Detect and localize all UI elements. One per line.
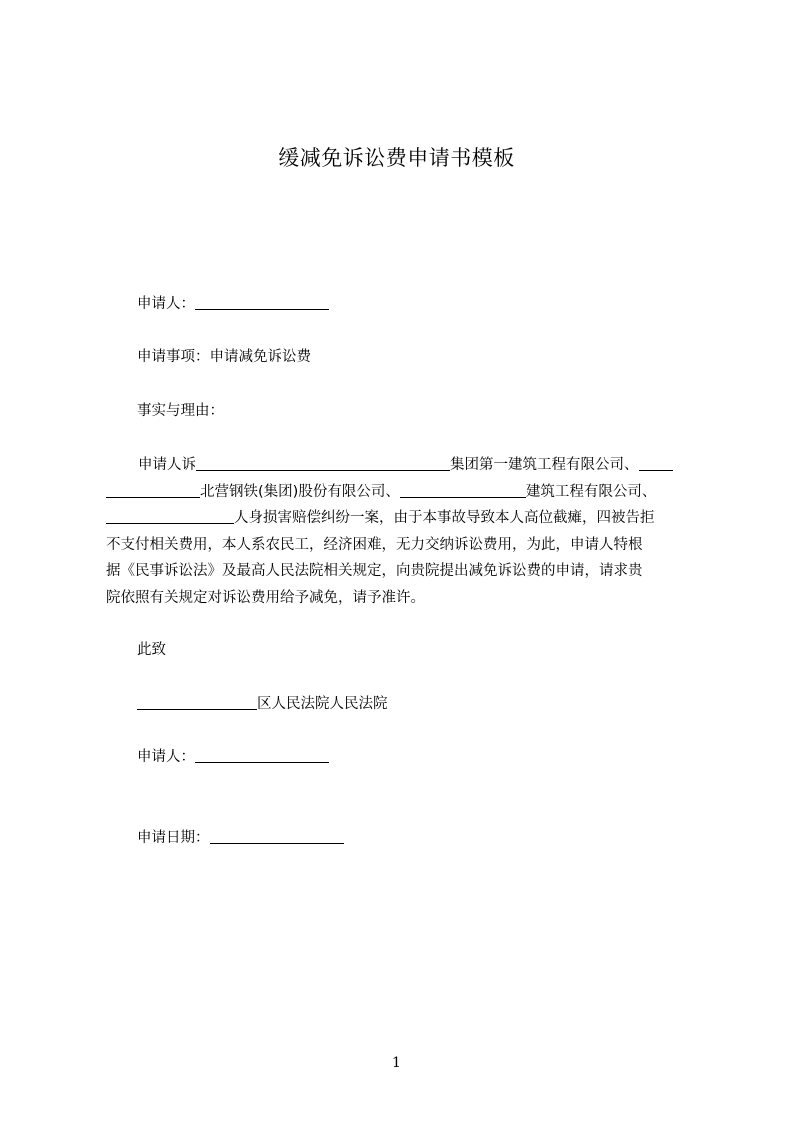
date-line (137, 826, 344, 847)
applicant-label: 申请人： (137, 296, 195, 312)
paragraph-line-1 (106, 452, 700, 479)
paragraph-line-4: 不支付相关费用，本人系农民工，经济困难，无力交纳诉讼费用，为此，申请人特根 (106, 536, 643, 553)
paragraph-line-2 (106, 479, 700, 506)
facts-paragraph (106, 452, 700, 611)
salutation: 此致 (137, 642, 166, 658)
defendant-blank-3 (106, 482, 200, 498)
court-blank (137, 694, 257, 710)
text-segment: 集团第一建筑工程有限公司、 (450, 457, 639, 473)
document-title: 缓减免诉讼费申请书模板 (278, 146, 515, 170)
request-item-line: 申请事项：申请减免诉讼费 (137, 349, 311, 365)
text-segment: 北营钢铁(集团)股份有限公司、 (200, 483, 400, 500)
court-line (137, 692, 388, 713)
defendant-blank-1 (196, 455, 450, 471)
applicant-blank (195, 294, 329, 310)
text-segment: 人身损害赔偿纠纷一案，由于本事故导致本人高位截瘫，四被告拒 (234, 510, 655, 526)
defendant-blank-5 (106, 508, 234, 524)
paragraph-line-5: 据《民事诉讼法》及最高人民法院相关规定，向贵院提出减免诉讼费的申请，请求贵 (106, 563, 643, 579)
defendant-blank-4 (400, 482, 526, 498)
text-segment: 建筑工程有限公司、 (525, 483, 657, 500)
applicant-label-2: 申请人： (137, 749, 195, 765)
paragraph-line-6: 院依照有关规定对诉讼费用给予减免，请予准许。 (106, 589, 425, 606)
applicant-signature-line (137, 745, 329, 766)
facts-label: 事实与理由： (137, 403, 224, 419)
date-blank (210, 828, 344, 844)
applicant-signature-blank (195, 747, 329, 763)
court-name: 区人民法院人民法院 (257, 696, 388, 712)
applicant-line (137, 292, 329, 313)
paragraph-line-3 (106, 505, 700, 532)
page-number: 1 (392, 1055, 401, 1071)
defendant-blank-2 (639, 455, 673, 471)
text-segment: 申请人诉 (138, 457, 196, 473)
date-label: 申请日期： (137, 830, 210, 846)
